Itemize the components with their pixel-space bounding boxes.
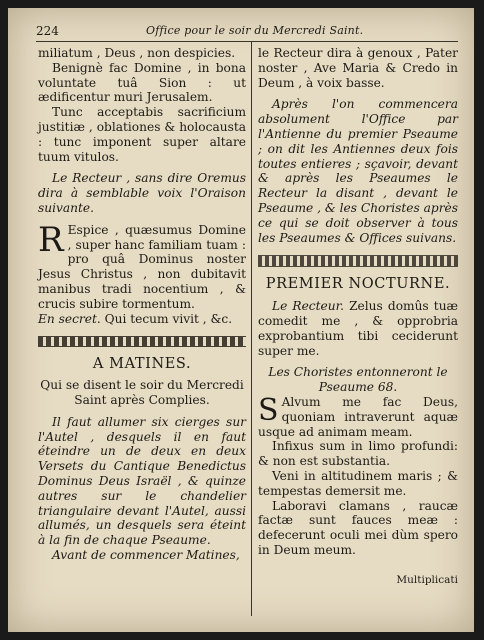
psalm-text: Alvum me fac Deus, quoniam intraverunt aquæ usque ad animam meam. (258, 394, 458, 439)
rubric: Avant de commencer Matines, (52, 547, 240, 562)
left-column (38, 46, 246, 563)
antiphon-label: Le Recteur. (272, 299, 344, 314)
catchword: Multiplicati (396, 574, 458, 586)
secret-line (38, 312, 246, 327)
rubric: Après l'on commencera absolument l'Office par l'Antienne du premier Pseaume ; on dit les Antiennes deux fois toutes entieres ; sçavoir, devant & après les Pseaumes le Recteur la disant , devant le Pseaume , & les Choristes après ce qui se doit observer à tous les Pseaumes & Offices suivans. (258, 97, 458, 245)
choristers-rubric: Les Choristes entonneront le Pseaume 68. (268, 365, 448, 395)
column-divider (251, 42, 252, 616)
ornament-band (258, 255, 458, 267)
page-number: 224 (36, 24, 59, 38)
prayer (38, 219, 246, 312)
running-head: Office pour le soir du Mercredi Saint. (146, 24, 364, 37)
verse: Benignè fac Domine , in bona voluntate tuâ Sion : ut ædificentur muri Jerusalem. (38, 60, 246, 105)
secret-label: En secret. (38, 311, 101, 326)
verse-line: miliatum , Deus , non despicies. (38, 46, 236, 60)
drop-cap: R (38, 219, 64, 260)
antiphon-text: Zelus domûs tuæ comedit me , & opprobria exprobantium tibi ceciderunt super me. (258, 299, 459, 358)
page-header (36, 24, 456, 40)
section-title: PREMIER NOCTURNE. (265, 276, 451, 293)
prayer-text: Espice , quæsumus Domine , super hanc familiam tuam : pro quâ Dominus noster Jesus Christus , non dubitavit manibus tradi nocentium , & crucis subire tormentum. (38, 222, 246, 311)
drop-cap: S (258, 392, 279, 428)
rubric: Le Recteur , sans dire Oremus dira à semblable voix l'Oraison suivante. (38, 171, 246, 215)
secret-text: Qui tecum vivit , &c. (104, 311, 233, 326)
psalm-verse: Laboravi clamans , raucæ factæ sunt fauces meæ : defecerunt oculi mei dùm spero in Deum meum. (258, 498, 458, 557)
section-title: A MATINES. (92, 356, 192, 373)
ornament-band (38, 336, 246, 347)
section-subtitle: Qui se disent le soir du Mercredi Saint après Complies. (40, 378, 244, 407)
book-page (8, 8, 474, 632)
rubric: Il faut allumer six cierges sur l'Autel , desquels il en faut éteindre un de deux en deux Versets du Cantique Benedictus Dominus Deus Israël , & quinze autres sur le chandelier triangulaire devant l'Autel, aussi allumés, un desquels sera éteint à la fin de chaque Pseaume. (38, 414, 246, 548)
verse: Tunc acceptabis sacrificium justitiæ , oblationes & holocausta : tunc imponent super altare tuum vitulos. (38, 105, 246, 164)
psalm-verse (258, 392, 458, 439)
header-rule (36, 41, 458, 42)
right-column (258, 46, 458, 558)
antiphon (258, 299, 458, 358)
rubric-continued: le Recteur dira à genoux , Pater noster , Ave Maria & Credo in Deum , à voix basse. (258, 46, 458, 90)
psalm-verse: Infixus sum in limo profundi: & non est substantia. (258, 439, 458, 469)
psalm-verse: Veni in altitudinem maris ; & tempestas demersit me. (258, 468, 458, 498)
